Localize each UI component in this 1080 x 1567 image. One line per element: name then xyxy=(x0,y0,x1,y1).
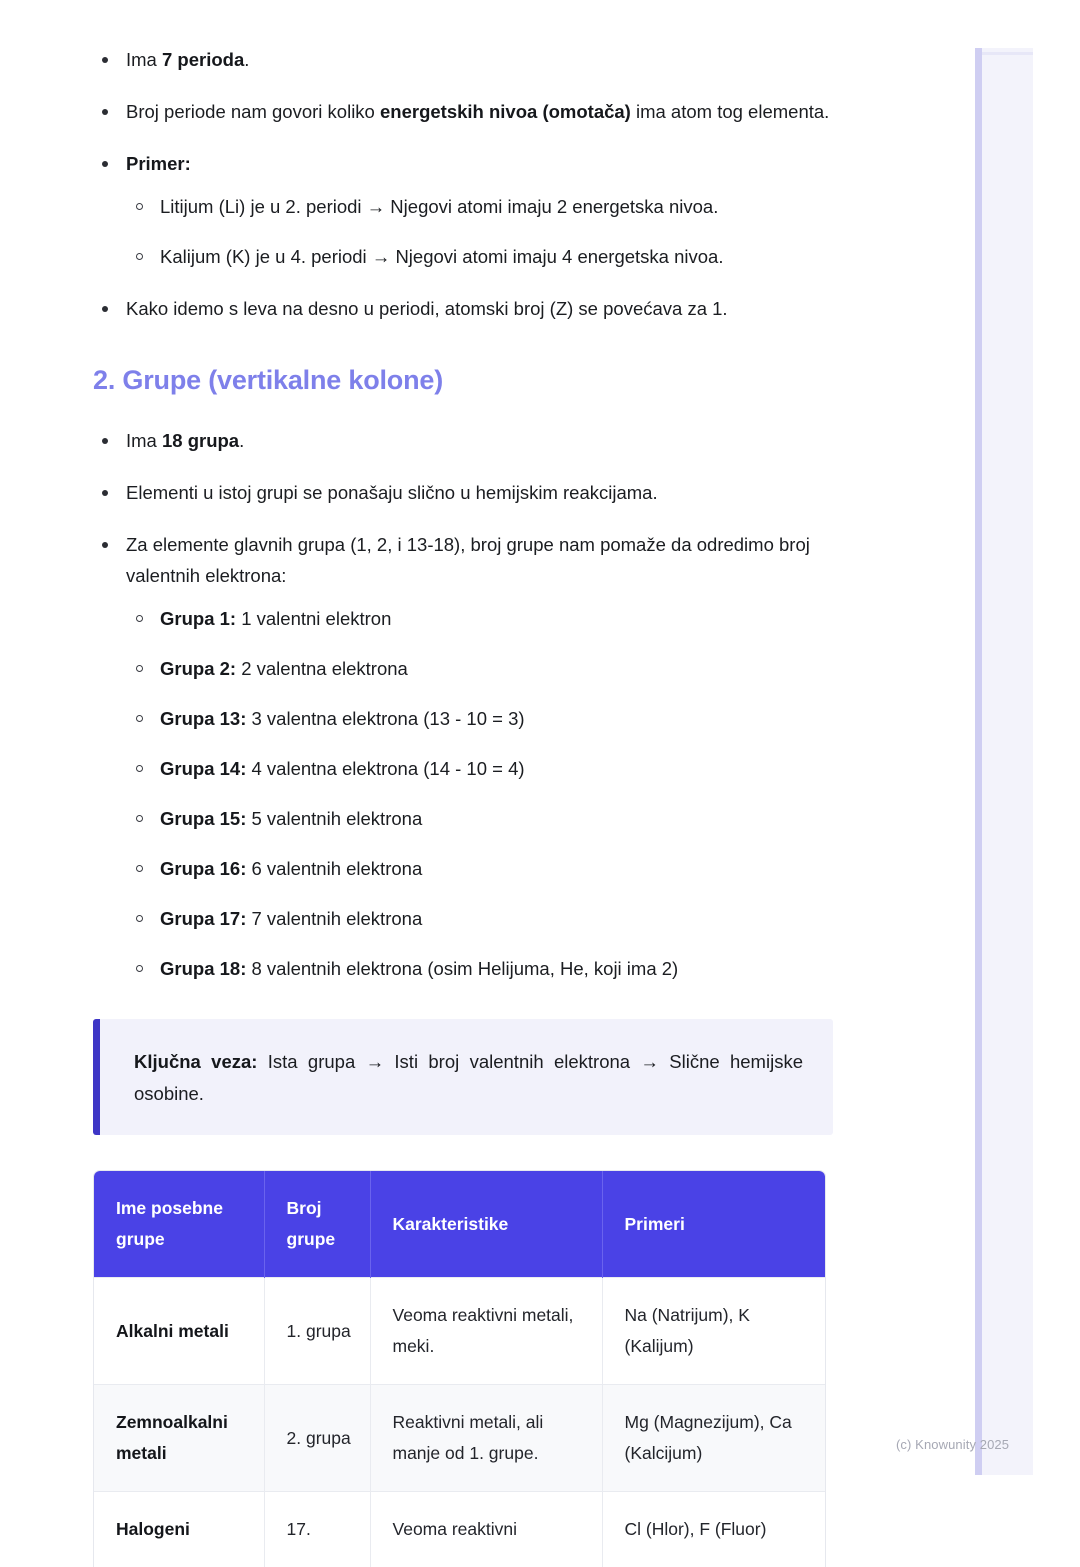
spacer xyxy=(93,1135,853,1170)
list-item: Litijum (Li) je u 2. periodi → Njegovi atomi imaju 2 energetska nivoa. xyxy=(126,192,853,222)
right-side-panel-edge xyxy=(975,48,982,1475)
list-item xyxy=(126,604,853,634)
list-item xyxy=(126,704,853,734)
bullet-text-part: Za elemente glavnih grupa (1, 2, i 13-18), broj grupe nam pomaže da odredimo broj valentnih elektrona: xyxy=(126,534,810,586)
column-header-examples: Primeri xyxy=(602,1171,826,1278)
column-header-number: Broj grupe xyxy=(264,1171,370,1278)
cell-examples: Cl (Hlor), F (Fluor) xyxy=(602,1492,826,1567)
valence-label: Grupa 18: xyxy=(160,958,246,979)
list-item xyxy=(126,904,853,934)
valence-text: 3 valentna elektrona (13 - 10 = 3) xyxy=(246,708,524,729)
list-item xyxy=(93,96,853,127)
bullet-text-bold: 7 perioda xyxy=(162,49,244,70)
cell-group-number: 1. grupa xyxy=(264,1278,370,1385)
list-item xyxy=(126,804,853,834)
cell-group-name: Zemnoalkalni metali xyxy=(94,1385,264,1492)
valence-text: 6 valentnih elektrona xyxy=(246,858,422,879)
list-item: Kako idemo s leva na desno u periodi, atomski broj (Z) se povećava za 1. xyxy=(93,293,853,324)
bullet-text-part: . xyxy=(244,49,249,70)
key-connection-callout xyxy=(93,1019,833,1135)
valence-label: Grupa 16: xyxy=(160,858,246,879)
list-item: Kalijum (K) je u 4. periodi → Njegovi atomi imaju 4 energetska nivoa. xyxy=(126,242,853,272)
valence-text: 2 valentna elektrona xyxy=(236,658,408,679)
valence-label: Grupa 17: xyxy=(160,908,246,929)
list-item xyxy=(126,954,853,984)
table-body xyxy=(94,1278,826,1567)
valence-text: 7 valentnih elektrona xyxy=(246,908,422,929)
cell-characteristics: Veoma reaktivni metali, meki. xyxy=(370,1278,602,1385)
bullet-text-bold: energetskih nivoa (omotača) xyxy=(380,101,631,122)
bullet-text-part: Broj periode nam govori koliko xyxy=(126,101,380,122)
valence-label: Grupa 2: xyxy=(160,658,236,679)
list-item xyxy=(93,44,853,75)
page-title: 2. Grupe (vertikalne kolone) xyxy=(93,365,853,396)
right-side-panel-top-line xyxy=(982,52,1033,55)
valence-text: 8 valentnih elektrona (osim Helijuma, He, koji ima 2) xyxy=(246,958,678,979)
primer-sublist xyxy=(126,192,853,272)
valence-text: 4 valentna elektrona (14 - 10 = 4) xyxy=(246,758,524,779)
cell-examples: Na (Natrijum), K (Kalijum) xyxy=(602,1278,826,1385)
callout-label: Ključna veza: xyxy=(134,1051,257,1072)
primer-label: Primer: xyxy=(126,153,191,174)
right-side-panel xyxy=(975,48,1033,1475)
periods-bullet-list xyxy=(93,44,853,324)
valence-text: 1 valentni elektron xyxy=(236,608,391,629)
special-groups-table-wrapper xyxy=(93,1170,826,1567)
valence-label: Grupa 14: xyxy=(160,758,246,779)
column-header-name: Ime posebne grupe xyxy=(94,1171,264,1278)
column-header-characteristics: Karakteristike xyxy=(370,1171,602,1278)
bullet-text-part: ima atom tog elementa. xyxy=(631,101,829,122)
valence-sublist xyxy=(126,604,853,984)
list-item: Elementi u istoj grupi se ponašaju slično u hemijskim reakcijama. xyxy=(93,477,853,508)
list-item xyxy=(93,425,853,456)
valence-text: 5 valentnih elektrona xyxy=(246,808,422,829)
table-row xyxy=(94,1278,826,1385)
cell-group-number: 17. xyxy=(264,1492,370,1567)
spacer xyxy=(93,345,853,365)
valence-label: Grupa 15: xyxy=(160,808,246,829)
bullet-text-part: . xyxy=(239,430,244,451)
list-item xyxy=(126,754,853,784)
valence-label: Grupa 13: xyxy=(160,708,246,729)
special-groups-table xyxy=(94,1171,826,1567)
bullet-text-part: Ima xyxy=(126,430,162,451)
bullet-text-bold: 18 grupa xyxy=(162,430,239,451)
bullet-text-part: Ima xyxy=(126,49,162,70)
list-item-primer xyxy=(93,148,853,272)
table-row xyxy=(94,1492,826,1567)
cell-group-name: Alkalni metali xyxy=(94,1278,264,1385)
spacer xyxy=(93,1005,853,1019)
table-head xyxy=(94,1171,826,1278)
copyright-watermark: (c) Knowunity 2025 xyxy=(896,1437,1009,1452)
cell-group-number: 2. grupa xyxy=(264,1385,370,1492)
groups-bullet-list xyxy=(93,425,853,984)
list-item xyxy=(126,854,853,884)
table-row xyxy=(94,1385,826,1492)
table-header-row xyxy=(94,1171,826,1278)
list-item xyxy=(126,654,853,684)
spacer xyxy=(93,396,853,425)
callout-text: Ista grupa → Isti broj valentnih elektrona → Slične hemijske osobine. xyxy=(134,1051,803,1104)
document-content xyxy=(93,44,853,1567)
cell-examples: Mg (Magnezijum), Ca (Kalcijum) xyxy=(602,1385,826,1492)
callout-paragraph xyxy=(134,1046,803,1110)
cell-characteristics: Reaktivni metali, ali manje od 1. grupe. xyxy=(370,1385,602,1492)
valence-label: Grupa 1: xyxy=(160,608,236,629)
cell-characteristics: Veoma reaktivni xyxy=(370,1492,602,1567)
list-item-valence xyxy=(93,529,853,984)
cell-group-name: Halogeni xyxy=(94,1492,264,1567)
